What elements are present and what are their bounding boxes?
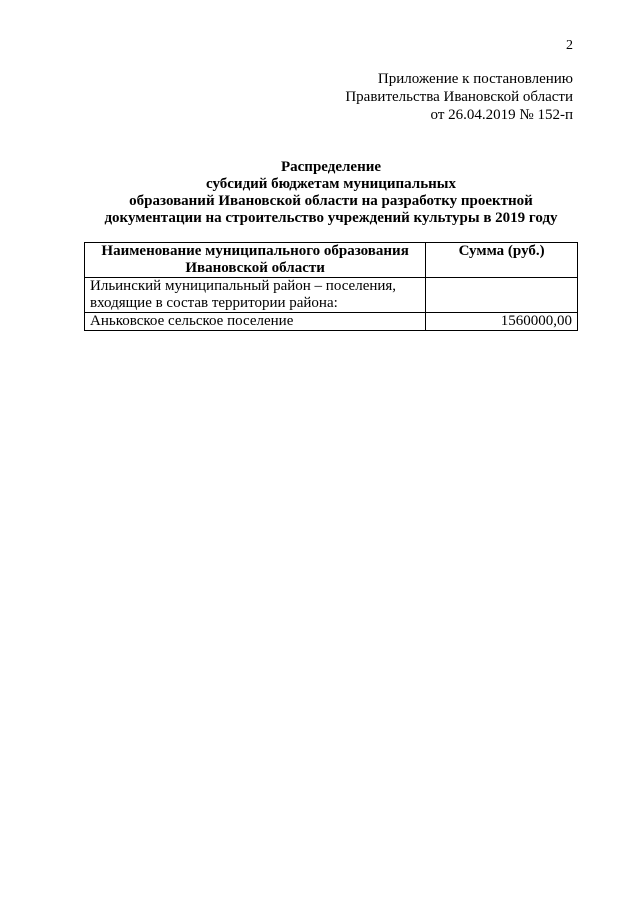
title-line-2: субсидий бюджетам муниципальных (206, 176, 456, 192)
title-line-1: Распределение (280, 159, 382, 175)
appendix-line-3: от 26.04.2019 № 152-п (430, 107, 573, 123)
document-title (84, 159, 578, 227)
cell-name: Ильинский муниципальный район – поселения, входящие в состав территории района: (85, 278, 426, 313)
table-row (85, 313, 578, 331)
appendix-line-1: Приложение к постановлению (377, 71, 573, 87)
cell-name: Аньковское сельское поселение (85, 313, 426, 331)
appendix-line-2: Правительства Ивановской области (345, 89, 573, 105)
subsidy-table (84, 242, 578, 331)
page-number: 2 (566, 38, 573, 53)
table-row (85, 278, 578, 313)
title-line-4: документации на строительство учреждений культуры в 2019 году (104, 210, 558, 226)
title-line-3: образований Ивановской области на разработку проектной (129, 193, 533, 209)
table-header-row (85, 243, 578, 278)
cell-sum: 1560000,00 (426, 313, 578, 331)
cell-sum (426, 278, 578, 313)
header-sum: Сумма (руб.) (426, 243, 578, 278)
header-municipality-name: Наименование муниципального образования Ивановской области (85, 243, 426, 278)
appendix-header (345, 70, 573, 124)
